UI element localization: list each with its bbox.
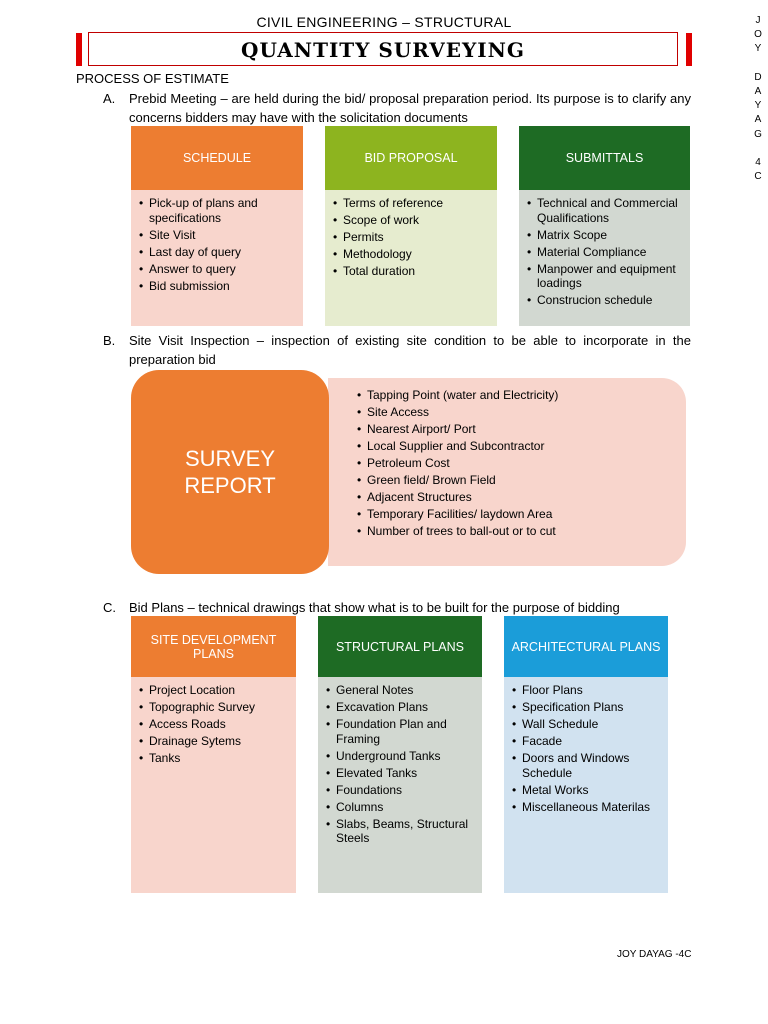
- item-letter: B.: [103, 333, 116, 348]
- list-item: • Project Location: [139, 683, 290, 698]
- footer-author: JOY DAYAG -4C: [617, 949, 692, 960]
- survey-title-line2: REPORT: [184, 473, 276, 498]
- list-item: • Foundations: [326, 783, 476, 798]
- list-item: • Tanks: [139, 751, 290, 766]
- title-accent-left: [76, 33, 82, 66]
- list-item: • Last day of query: [139, 245, 297, 260]
- list-item: • Columns: [326, 800, 476, 815]
- side-letter: 4: [755, 156, 761, 168]
- list-item: • Doors and Windows Schedule: [512, 751, 662, 780]
- title-accent-right: [686, 33, 692, 66]
- schedule-list: [139, 196, 297, 293]
- list-item: • Material Compliance: [527, 245, 684, 260]
- side-letter: D: [754, 71, 762, 83]
- list-item: • Excavation Plans: [326, 700, 476, 715]
- submittals-box-header: SUBMITTALS: [519, 126, 690, 190]
- architectural-plans-header: ARCHITECTURAL PLANS: [504, 616, 668, 677]
- item-text: Prebid Meeting – are held during the bid/ proposal preparation period. Its purpose is to clarify any concerns bidders may have with the solicitation documents: [129, 91, 691, 125]
- list-item: • Local Supplier and Subcontractor: [357, 439, 686, 454]
- list-item: • Drainage Sytems: [139, 734, 290, 749]
- bid-proposal-box-body: [325, 190, 497, 326]
- list-item: • Access Roads: [139, 717, 290, 732]
- item-text: Site Visit Inspection – inspection of existing site condition to be able to incorporate in the preparation bid: [129, 333, 691, 367]
- list-item: • Total duration: [333, 264, 491, 279]
- item-letter: A.: [103, 91, 116, 106]
- survey-title-line1: SURVEY: [184, 446, 276, 471]
- structural-plans-header: STRUCTURAL PLANS: [318, 616, 482, 677]
- side-author-letters: [752, 14, 764, 184]
- list-item: • General Notes: [326, 683, 476, 698]
- list-item: • Temporary Facilities/ laydown Area: [357, 507, 686, 522]
- side-letter: [752, 142, 764, 156]
- list-item: • Petroleum Cost: [357, 456, 686, 471]
- survey-list: [357, 388, 686, 539]
- structural-plans-body: [318, 677, 482, 893]
- list-item: • Nearest Airport/ Port: [357, 422, 686, 437]
- schedule-box-body: [131, 190, 303, 326]
- list-item: • Tapping Point (water and Electricity): [357, 388, 686, 403]
- bid-proposal-box-header: BID PROPOSAL: [325, 126, 497, 190]
- document-subtitle: CIVIL ENGINEERING – STRUCTURAL: [256, 14, 512, 30]
- list-item: • Methodology: [333, 247, 491, 262]
- list-item: • Wall Schedule: [512, 717, 662, 732]
- architectural-plans-body: [504, 677, 668, 893]
- side-letter: O: [754, 29, 762, 41]
- list-item: • Number of trees to ball-out or to cut: [357, 524, 686, 539]
- site-development-plans-header: SITE DEVELOPMENT PLANS: [131, 616, 296, 677]
- item-letter: C.: [103, 600, 116, 615]
- side-letter: Y: [754, 100, 762, 112]
- list-item: • Terms of reference: [333, 196, 491, 211]
- list-item: • Technical and Commercial Qualifications: [527, 196, 684, 225]
- list-item: • Permits: [333, 230, 491, 245]
- submittals-box-body: [519, 190, 690, 326]
- list-item: • Topographic Survey: [139, 700, 290, 715]
- survey-report-block: [131, 370, 329, 574]
- list-item: • Scope of work: [333, 213, 491, 228]
- list-item: • Foundation Plan and Framing: [326, 717, 476, 746]
- list-item: • Bid submission: [139, 279, 297, 294]
- list-item: • Site Access: [357, 405, 686, 420]
- schedule-box-header: SCHEDULE: [131, 126, 303, 190]
- list-item: • Construcion schedule: [527, 293, 684, 308]
- item-text: Bid Plans – technical drawings that show what is to be built for the purpose of bidding: [129, 600, 620, 615]
- document-title: QUANTITY SURVEYING: [241, 38, 525, 62]
- section-title: PROCESS OF ESTIMATE: [76, 71, 229, 86]
- submittals-list: [527, 196, 684, 308]
- structural-plans-list: [326, 683, 476, 846]
- list-item: • Metal Works: [512, 783, 662, 798]
- list-item: • Pick-up of plans and specifications: [139, 196, 297, 225]
- list-item: • Answer to query: [139, 262, 297, 277]
- side-letter: C: [754, 171, 762, 183]
- site-development-plans-body: [131, 677, 296, 893]
- side-letter: Y: [754, 43, 762, 55]
- list-item: • Green field/ Brown Field: [357, 473, 686, 488]
- list-item: • Facade: [512, 734, 662, 749]
- list-item: • Elevated Tanks: [326, 766, 476, 781]
- side-letter: J: [755, 15, 761, 26]
- side-letter: A: [754, 85, 762, 97]
- list-item: • Underground Tanks: [326, 749, 476, 764]
- list-item: • Miscellaneous Materilas: [512, 800, 662, 815]
- list-item: • Adjacent Structures: [357, 490, 686, 505]
- side-letter: G: [754, 128, 762, 140]
- list-item: • Matrix Scope: [527, 228, 684, 243]
- side-letter: A: [754, 114, 762, 126]
- bid-proposal-list: [333, 196, 491, 279]
- site-development-list: [139, 683, 290, 766]
- survey-report-details: [328, 378, 686, 566]
- list-item: • Site Visit: [139, 228, 297, 243]
- architectural-plans-list: [512, 683, 662, 814]
- list-item: • Specification Plans: [512, 700, 662, 715]
- side-letter: [752, 57, 764, 71]
- list-item: • Slabs, Beams, Structural Steels: [326, 817, 476, 846]
- list-item: • Floor Plans: [512, 683, 662, 698]
- list-item: • Manpower and equipment loadings: [527, 262, 684, 291]
